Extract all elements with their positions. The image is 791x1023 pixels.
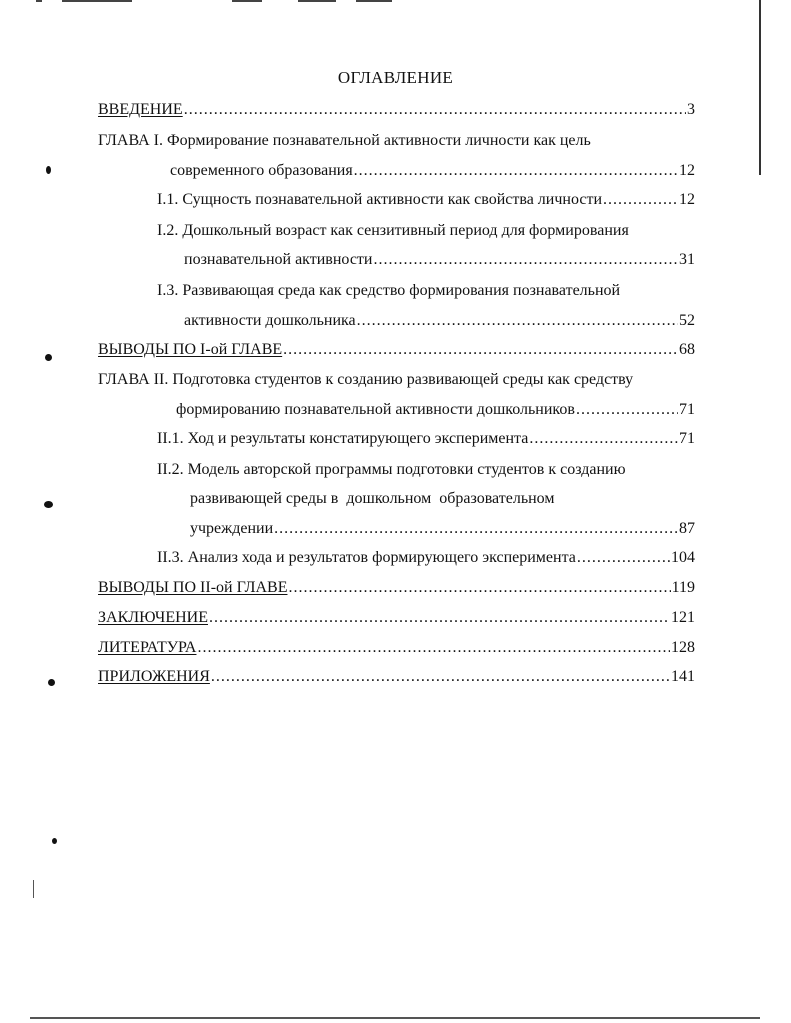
toc-entry[interactable] [184, 249, 695, 271]
toc-page-number: 87 [679, 520, 695, 537]
toc-page-number: 128 [671, 639, 695, 656]
dot-leader [274, 518, 678, 540]
toc-entry-text: активности дошкольника [184, 312, 356, 329]
toc-entry[interactable] [98, 666, 695, 688]
toc-entry[interactable] [98, 99, 695, 121]
toc-entry[interactable] [176, 399, 695, 421]
toc-entry-text: ВЫВОДЫ ПО I-ой ГЛАВЕ [98, 341, 283, 358]
toc-entry-text: формированию познавательной активности дошкольников [176, 401, 575, 418]
toc-entry-text[interactable]: ГЛАВА I. Формирование познавательной активности личности как цель [98, 132, 591, 149]
toc-entry-text: ВЫВОДЫ ПО II-ой ГЛАВЕ [98, 579, 288, 596]
dot-leader [603, 189, 678, 211]
toc-entry[interactable] [157, 428, 695, 450]
toc-entry-text[interactable]: ГЛАВА II. Подготовка студентов к созданию развивающей среды как средству [98, 371, 634, 388]
toc-page-number: 68 [679, 341, 695, 358]
scan-artifact [36, 0, 42, 2]
toc-entry-text: ПРИЛОЖЕНИЯ [98, 668, 210, 685]
toc-entry-text: II.1. Ход и результаты констатирующего эксперимента [157, 430, 529, 447]
dot-leader [354, 160, 678, 182]
toc-entry[interactable] [98, 637, 695, 659]
scan-artifact [298, 0, 336, 2]
toc-page-number: 12 [679, 162, 695, 179]
toc-entry[interactable] [157, 547, 695, 569]
scan-speck [46, 166, 51, 174]
toc-entry-text: современного образования [170, 162, 353, 179]
scan-speck [52, 838, 57, 844]
toc-entry-text: познавательной активности [184, 251, 373, 268]
toc-page-number: 3 [687, 101, 695, 118]
toc-entry[interactable] [190, 518, 695, 540]
dot-leader [288, 577, 670, 599]
toc-entry-text: I.1. Сущность познавательной активности как свойства личности [157, 191, 603, 208]
toc-page-number: 12 [679, 191, 695, 208]
scan-speck [48, 679, 55, 686]
toc-entry-text[interactable]: I.2. Дошкольный возраст как сензитивный период для формирования [157, 222, 629, 239]
toc-entry[interactable] [157, 189, 695, 211]
toc-title: ОГЛАВЛЕНИЕ [337, 68, 454, 87]
dot-leader [576, 399, 678, 421]
toc-page-number: 121 [671, 609, 695, 626]
toc-entry-text[interactable]: I.3. Развивающая среда как средство формирования познавательной [157, 282, 621, 299]
toc-page-number: 141 [671, 668, 695, 685]
scan-artifact [62, 0, 132, 2]
toc-page-number: 119 [671, 579, 695, 596]
scan-speck [45, 354, 52, 361]
dot-leader [283, 339, 678, 361]
dot-leader [197, 637, 670, 659]
scan-artifact [232, 0, 262, 2]
dot-leader [529, 428, 678, 450]
scan-artifact [356, 0, 392, 2]
toc-entry[interactable] [98, 577, 695, 599]
toc-entry-text[interactable]: II.2. Модель авторской программы подготовки студентов к созданию [157, 461, 626, 478]
scan-speck [44, 501, 53, 508]
dot-leader [373, 249, 678, 271]
dot-leader [211, 666, 670, 688]
toc-page-number: 31 [679, 251, 695, 268]
toc-page-number: 71 [679, 430, 695, 447]
toc-page-number: 104 [671, 549, 695, 566]
toc-entry-text: ВВЕДЕНИЕ [98, 101, 183, 118]
scan-artifact [30, 1017, 760, 1019]
toc-entry-text: ЛИТЕРАТУРА [98, 639, 197, 656]
toc-entry-text[interactable]: развивающей среды в дошкольном образовательном [190, 490, 555, 507]
dot-leader [184, 99, 686, 121]
toc-entry-text: II.3. Анализ хода и результатов формирующего эксперимента [157, 549, 576, 566]
toc-entry[interactable] [98, 339, 695, 361]
toc-entry[interactable] [184, 310, 695, 332]
toc-page-number: 71 [679, 401, 695, 418]
toc-entry-text: учреждении [190, 520, 274, 537]
toc-page-number: 52 [679, 312, 695, 329]
toc-entry[interactable] [170, 160, 695, 182]
scan-artifact [33, 880, 34, 898]
toc-entry[interactable] [98, 607, 695, 629]
dot-leader [577, 547, 670, 569]
toc-entry-text: ЗАКЛЮЧЕНИЕ [98, 609, 208, 626]
dot-leader [209, 607, 670, 629]
dot-leader [357, 310, 678, 332]
